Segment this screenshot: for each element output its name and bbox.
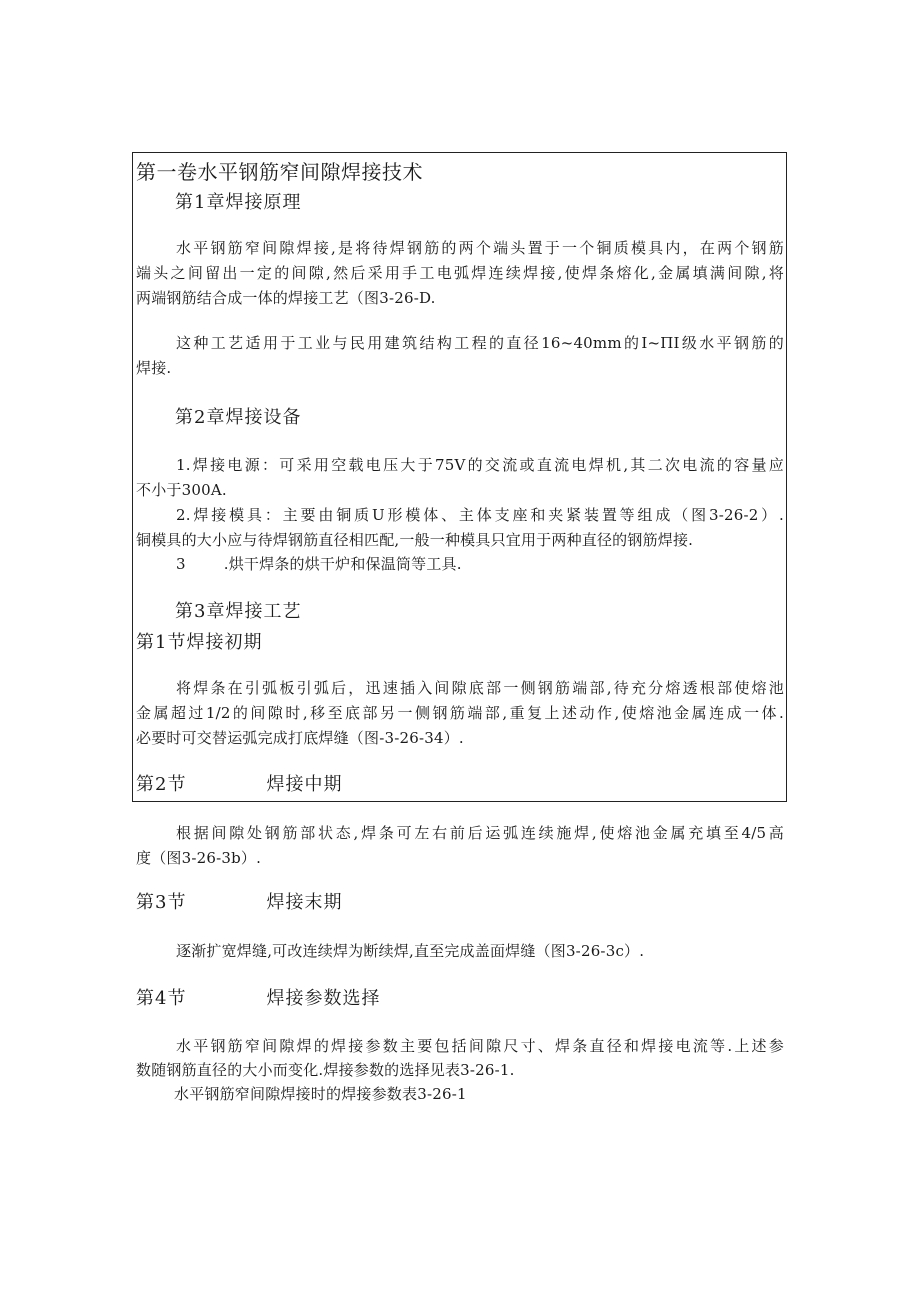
chapter-2-item-1-line-2: 不小于300A. [136, 481, 227, 499]
chapter-1-para-1-line-1: 水平钢筋窄间隙焊接,是将待焊钢筋的两个端头置于一个铜质模具内，在两个钢筋 [176, 239, 784, 257]
chapter-1-para-2-line-2: 焊接. [136, 359, 172, 377]
volume-title: 第一卷水平钢筋窄间隙焊接技术 [136, 160, 423, 184]
chapter-2-item-2-line-1: 2.焊接模具：主要由铜质U形模体、主体支座和夹紧装置等组成（图3-26-2）. [176, 506, 784, 524]
section-3-name: 焊接末期 [266, 892, 343, 913]
section-4-name: 焊接参数选择 [266, 988, 381, 1009]
chapter-1-title: 第1章焊接原理 [175, 192, 302, 213]
section-4-para-line-1: 水平钢筋窄间隙焊的焊接参数主要包括间隙尺寸、焊条直径和焊接电流等.上述参 [176, 1037, 784, 1055]
section-1-para-line-3: 必要时可交替运弧完成打底焊缝（图-3-26-34）. [136, 729, 464, 747]
section-4-para-line-2: 数随钢筋直径的大小而变化.焊接参数的选择见表3-26-1. [136, 1061, 515, 1079]
chapter-2-item-2-line-2: 铜模具的大小应与待焊钢筋直径相匹配,一般一种模具只宜用于两种直径的钢筋焊接. [136, 531, 694, 549]
chapter-2-item-3 [176, 553, 462, 574]
section-2-title [136, 770, 342, 796]
chapter-2-item-3-number: 3 [176, 555, 186, 573]
section-2-name: 焊接中期 [266, 774, 343, 795]
section-2-para-line-1: 根据间隙处钢筋部状态,焊条可左右前后运弧连续施焊,使熔池金属充填至4/5高 [176, 824, 784, 842]
section-1-para-line-1: 将焊条在引弧板引弧后，迅速插入间隙底部一侧钢筋端部,待充分熔透根部使熔池 [176, 679, 784, 697]
chapter-2-item-1-line-1: 1.焊接电源：可采用空载电压大于75V的交流或直流电焊机,其二次电流的容量应 [176, 456, 784, 474]
chapter-2-title: 第2章焊接设备 [175, 407, 302, 428]
section-2-para-line-2: 度（图3-26-3b）. [136, 849, 262, 867]
section-3-title [136, 888, 342, 914]
section-3-para-line-1: 逐渐扩宽焊缝,可改连续焊为断续焊,直至完成盖面焊缝（图3-26-3c）. [176, 942, 645, 960]
chapter-3-title: 第3章焊接工艺 [175, 601, 302, 622]
section-4-number: 第4节 [136, 988, 187, 1009]
section-4-title [136, 984, 380, 1010]
section-3-number: 第3节 [136, 892, 187, 913]
chapter-1-para-2-line-1: 这种工艺适用于工业与民用建筑结构工程的直径16~40mm的I~ΠI级水平钢筋的 [176, 334, 784, 352]
section-1-para-line-2: 金属超过1/2的间隙时,移至底部另一侧钢筋端部,重复上述动作,使熔池金属连成一体. [136, 704, 784, 722]
section-1-title: 第1节焊接初期 [136, 632, 263, 653]
chapter-2-item-3-text: .烘干焊条的烘干炉和保温筒等工具. [223, 555, 462, 573]
table-caption: 水平钢筋窄间隙焊接时的焊接参数表3-26-1 [174, 1085, 467, 1103]
chapter-1-para-1-line-3: 两端钢筋结合成一体的焊接工艺（图3-26-D. [136, 289, 436, 307]
section-2-number: 第2节 [136, 774, 187, 795]
chapter-1-para-1-line-2: 端头之间留出一定的间隙,然后采用手工电弧焊连续焊接,使焊条熔化,金属填满间隙,将 [136, 264, 784, 282]
